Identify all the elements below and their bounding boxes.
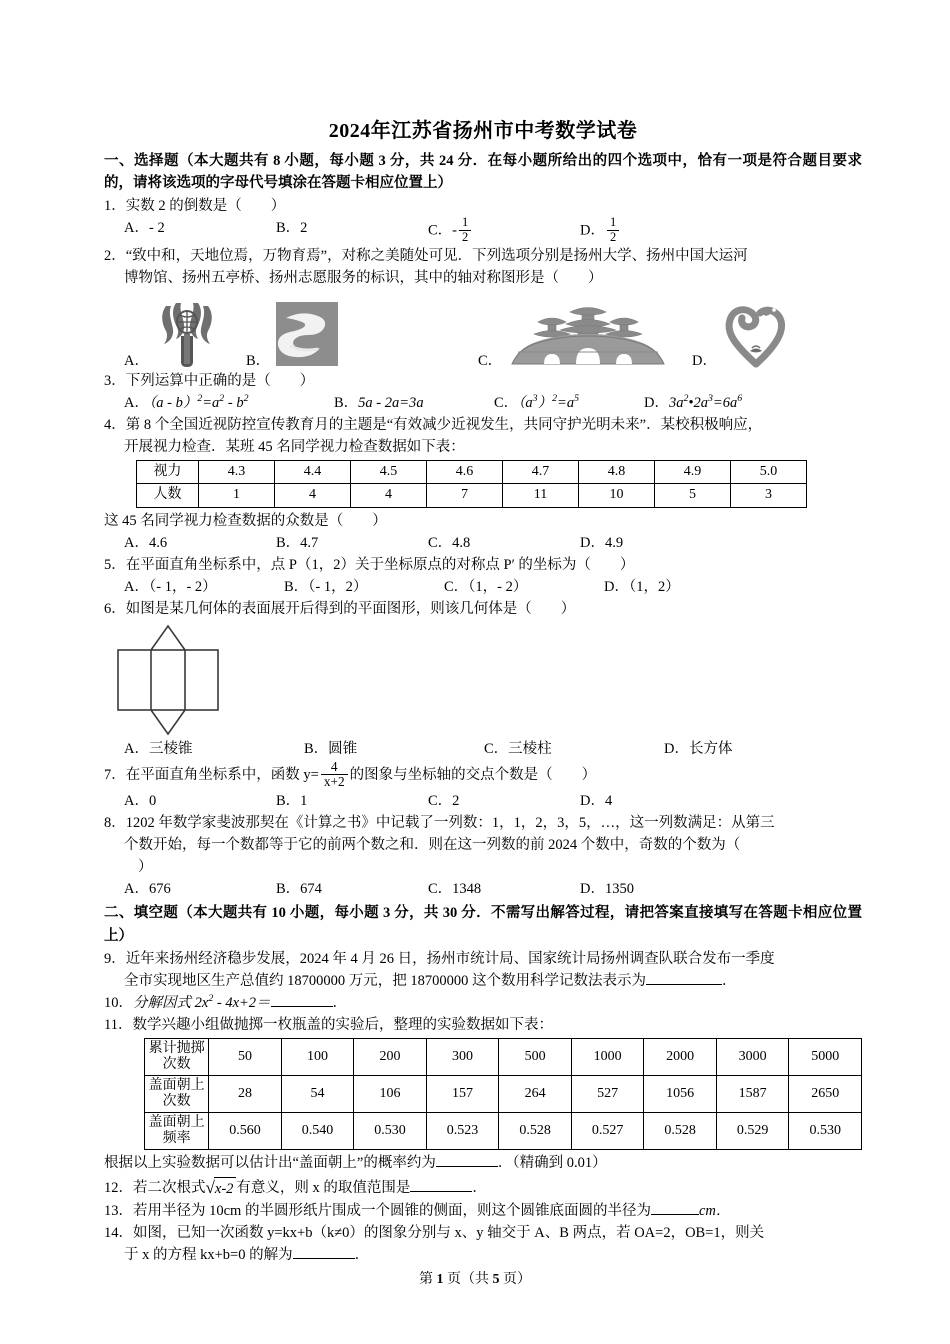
total-page-count: 5: [492, 1272, 500, 1287]
option-c: C．4.8: [428, 534, 471, 551]
table-cell: 4.5: [351, 461, 427, 484]
option-c: C．2: [428, 793, 460, 810]
table-cell: 28: [209, 1075, 282, 1112]
question-1-number: 1．: [104, 198, 126, 215]
table-cell: 300: [426, 1038, 499, 1075]
question-1-options: [104, 217, 862, 245]
option-c: C．三棱柱: [484, 740, 552, 757]
fraction-one-half: $\frac{1}{2}$: [459, 216, 471, 244]
table-cell: 3: [731, 484, 807, 507]
question-5-stem: 在平面直角坐标系中，点 P（1，2）关于坐标原点的对称点 P′ 的坐标为（ ）: [125, 556, 635, 573]
page-footer: 第 1 页（共 5 页）: [419, 1272, 531, 1287]
question-14-number: 14．: [104, 1225, 133, 1242]
option-c-label: C．: [478, 353, 503, 370]
table-cell: 4: [275, 484, 351, 507]
question-11: [104, 1014, 862, 1036]
option-a: A．- 2: [124, 220, 165, 237]
table-cell: 0.528: [644, 1113, 717, 1150]
question-3-stem: 下列运算中正确的是（ ）: [125, 373, 315, 390]
fill-section-heading: 二、填空题（本大题共有 10 小题，每小题 3 分，共 30 分．不需写出解答过程，请把答案直接填写在答题卡相应位置上）: [104, 905, 862, 944]
table-cell: 4.9: [655, 461, 731, 484]
option-b: B．674: [276, 881, 322, 898]
question-2-stem-line2: 博物馆、扬州五亭桥、扬州志愿服务的标识，其中的轴对称图形是（ ）: [124, 270, 603, 287]
question-8: [104, 812, 862, 834]
question-5-options: [104, 576, 862, 598]
question-4: [104, 414, 862, 436]
table-cell: 500: [499, 1038, 572, 1075]
answer-blank-9[interactable]: [646, 984, 722, 985]
option-c: C．$(a^3)^2=a^5$: [494, 393, 579, 412]
question-9-line1: 近年来扬州经济稳步发展，2024 年 4 月 26 日，扬州市统计局、国家统计局扬州调查队联合发布一季度: [125, 950, 775, 967]
table-cell: 4.6: [427, 461, 503, 484]
question-10: 10．分解因式 $2x^2 - 4x+2=$ ．: [104, 992, 348, 1011]
vision-data-table: [136, 460, 807, 507]
question-12: 12．若二次根式√x-2 有意义，则 x 的取值范围是 ．: [104, 1174, 862, 1200]
table-cell: 54: [281, 1075, 354, 1112]
question-9-number: 9．: [104, 950, 126, 967]
table-row-vision: [137, 461, 807, 484]
table-row-up-counts: [145, 1075, 862, 1112]
grand-canal-museum-logo: [276, 302, 338, 366]
option-a: A．676: [124, 881, 171, 898]
answer-blank-13[interactable]: [651, 1214, 699, 1215]
question-9: [104, 948, 862, 970]
question-11-stem: 数学兴趣小组做抛掷一枚瓶盖的实验后，整理的实验数据如下表：: [132, 1016, 553, 1033]
question-3-options: [104, 392, 862, 414]
table-cell: 4.4: [275, 461, 351, 484]
row-label-up-counts: 盖面朝上 次数: [145, 1075, 209, 1112]
question-2-options: [104, 292, 862, 370]
row-label-frequencies: 盖面朝上 频率: [145, 1113, 209, 1150]
question-2-stem-line1: “致中和，天地位焉，万物育焉”，对称之美随处可见．下列选项分别是扬州大学、扬州中国大运河: [125, 248, 748, 264]
table-row-tosses: [145, 1038, 862, 1075]
table-cell: 2000: [644, 1038, 717, 1075]
question-12-number: 12．: [104, 1180, 133, 1197]
table-cell: 0.523: [426, 1113, 499, 1150]
choice-section-heading: 一、选择题（本大题共有 8 小题，每小题 3 分，共 24 分．在每小题所给出的四个选项中，恰有一项是符合题目要求的，请将该选项的字母代号填涂在答题卡相应位置上）: [104, 153, 862, 192]
question-14-line2: 于 x 的方程 kx+b=0 的解为 ．: [124, 1247, 370, 1264]
option-d: D．1350: [580, 881, 634, 898]
question-8-options: [104, 878, 862, 900]
answer-blank-10[interactable]: [271, 1006, 333, 1007]
option-b: B．2: [276, 220, 308, 237]
option-a: A．4.6: [124, 534, 168, 551]
option-b: B．（- 1，2）: [284, 578, 368, 595]
table-cell: 5: [655, 484, 731, 507]
option-a-label: A．: [124, 353, 149, 370]
question-6-stem: 如图是某几何体的表面展开后得到的平面图形，则该几何体是（ ）: [125, 600, 576, 617]
question-6-options: [104, 738, 862, 760]
question-12-radicand: x-2: [214, 1177, 237, 1200]
question-4-followup: 这 45 名同学视力检查数据的众数是（ ）: [104, 512, 387, 529]
option-a: A．三棱锥: [124, 740, 193, 757]
fraction-four-over-x-plus-two: $\frac{4}{x+2}$: [321, 760, 348, 790]
table-cell: 1056: [644, 1075, 717, 1112]
table-cell: 200: [354, 1038, 427, 1075]
table-cell: 5.0: [731, 461, 807, 484]
table-cell: 527: [571, 1075, 644, 1112]
triangular-prism-net-figure: [104, 624, 862, 736]
question-9-line2: 全市实现地区生产总值约 18700000 万元，把 18700000 这个数用科学记数法表示为 ．: [124, 972, 737, 989]
table-cell: 100: [281, 1038, 354, 1075]
option-c-expr: $(a^3)^2=a^5$: [518, 393, 579, 412]
table-cell: 0.530: [789, 1113, 862, 1150]
question-3: [104, 370, 862, 392]
question-11-followup: 根据以上实验数据可以估计出“盖面朝上”的概率约为 ．（精确到 0.01）: [104, 1155, 607, 1172]
table-cell: 4.7: [503, 461, 579, 484]
option-d: D．4.9: [580, 534, 624, 551]
yangzhou-university-logo: [154, 298, 220, 368]
table-cell: 264: [499, 1075, 572, 1112]
table-cell: 2650: [789, 1075, 862, 1112]
table-cell: 11: [503, 484, 579, 507]
current-page-number: 1: [436, 1272, 444, 1287]
question-5-number: 5．: [104, 556, 126, 573]
table-cell: 157: [426, 1075, 499, 1112]
question-6: [104, 598, 862, 620]
option-a: A．$(a - b)^2=a^2 - b^2$: [124, 393, 249, 412]
option-b-label: B．: [246, 353, 271, 370]
option-b: B．1: [276, 793, 308, 810]
question-4-stem-line2: 开展视力检查．某班 45 名同学视力检查数据如下表：: [124, 439, 465, 456]
table-cell: 0.530: [354, 1113, 427, 1150]
question-11-number: 11．: [104, 1016, 133, 1033]
option-a-expr: $(a - b)^2=a^2 - b^2$: [148, 393, 249, 412]
question-13: 13．若用半径为 10cm 的半圆形纸片围成一个圆锥的侧面，则这个圆锥底面圆的半径为 cm．: [104, 1203, 731, 1220]
option-d: D．长方体: [664, 740, 733, 757]
option-b: B．圆锥: [304, 740, 358, 757]
question-7-options: [104, 790, 862, 812]
table-cell: 4: [351, 484, 427, 507]
question-7-number: 7．: [104, 766, 126, 783]
table-cell: 7: [427, 484, 503, 507]
question-7-stem-pre: 在平面直角坐标系中，函数 y=: [125, 766, 319, 783]
table-cell: 0.560: [209, 1113, 282, 1150]
table-cell: 10: [579, 484, 655, 507]
question-8-stem-line3: ）: [138, 859, 153, 876]
question-3-number: 3．: [104, 373, 126, 390]
option-c: C．- $\frac{1}{2}$: [428, 217, 580, 245]
question-7: [104, 760, 862, 791]
answer-blank-11[interactable]: [436, 1166, 498, 1167]
question-13-number: 13．: [104, 1203, 133, 1220]
table-cell: 4.8: [579, 461, 655, 484]
square-root-icon: √: [205, 1178, 215, 1198]
table-cell: 1587: [716, 1075, 789, 1112]
answer-blank-14[interactable]: [293, 1258, 355, 1259]
bottle-cap-toss-table: [144, 1038, 862, 1151]
option-d: D． $\frac{1}{2}$: [580, 217, 732, 245]
table-cell: 4.3: [199, 461, 275, 484]
row-label-count: 人数: [137, 484, 199, 507]
option-c: C．1348: [428, 881, 482, 898]
table-cell: 0.529: [716, 1113, 789, 1150]
option-d: D．4: [580, 793, 613, 810]
question-4-options: [104, 532, 862, 554]
question-4-stem-line1: 第 8 个全国近视防控宣传教育月的主题是“有效减少近视发生，共同守护光明未来”．某校积极响应，: [125, 417, 763, 434]
option-d-expr: $3a^2•2a^3=6a^6$: [668, 393, 743, 412]
question-1: [104, 195, 862, 217]
question-1-stem: 实数 2 的倒数是（ ）: [125, 198, 286, 215]
option-d: D．（1，2）: [604, 578, 680, 595]
page-title: 2024年江苏省扬州市中考数学试卷: [328, 120, 638, 142]
answer-blank-12[interactable]: [410, 1191, 472, 1192]
table-cell: 1: [199, 484, 275, 507]
fraction-one-half: $\frac{1}{2}$: [607, 216, 619, 244]
option-b: B．5a - 2a=3a: [334, 395, 424, 412]
option-a: A．（- 1，- 2）: [124, 578, 217, 595]
row-label-vision: 视力: [137, 461, 199, 484]
table-cell: 3000: [716, 1038, 789, 1075]
option-a: A．0: [124, 793, 157, 810]
question-10-number: 10．: [104, 994, 133, 1011]
question-2-number: 2．: [104, 248, 126, 264]
option-b: B．4.7: [276, 534, 319, 551]
question-8-number: 8．: [104, 815, 126, 832]
question-5: [104, 554, 862, 576]
table-cell: 0.540: [281, 1113, 354, 1150]
question-10-expr: 分解因式 $2x^2 - 4x+2=$: [133, 992, 271, 1011]
option-b-expr: 5a - 2a=3a: [358, 395, 424, 412]
row-label-tosses: 累计抛掷 次数: [145, 1038, 209, 1075]
question-6-number: 6．: [104, 600, 126, 617]
table-row-frequencies: [145, 1113, 862, 1150]
table-cell: 0.528: [499, 1113, 572, 1150]
question-8-stem-line2: 个数开始，每一个数都等于它的前两个数之和．则在这一列数的前 2024 个数中，奇数的个数为（: [124, 837, 741, 854]
question-8-stem-line1: 1202 年数学家斐波那契在《计算之书》中记载了一列数：1，1，2，3，5，…，这一列数满足：从第三: [125, 815, 775, 832]
option-d-label: D．: [692, 353, 717, 370]
question-14-line1: 如图，已知一次函数 y=kx+b（k≠0）的图象分别与 x、y 轴交于 A、B 两点，若 OA=2，OB=1，则关: [133, 1225, 765, 1242]
table-cell: 0.527: [571, 1113, 644, 1150]
table-cell: 50: [209, 1038, 282, 1075]
volunteer-service-logo: [722, 296, 790, 368]
question-4-number: 4．: [104, 417, 126, 434]
option-d: D．$3a^2•2a^3=6a^6$: [644, 393, 743, 412]
option-c: C．（1，- 2）: [444, 578, 528, 595]
question-14: [104, 1222, 862, 1244]
table-row-counts: [137, 484, 807, 507]
wuting-bridge-logo: [508, 296, 668, 368]
table-cell: 5000: [789, 1038, 862, 1075]
table-cell: 1000: [571, 1038, 644, 1075]
table-cell: 106: [354, 1075, 427, 1112]
question-2: [104, 245, 862, 267]
question-7-stem-post: 的图象与坐标轴的交点个数是（ ）: [349, 766, 597, 783]
